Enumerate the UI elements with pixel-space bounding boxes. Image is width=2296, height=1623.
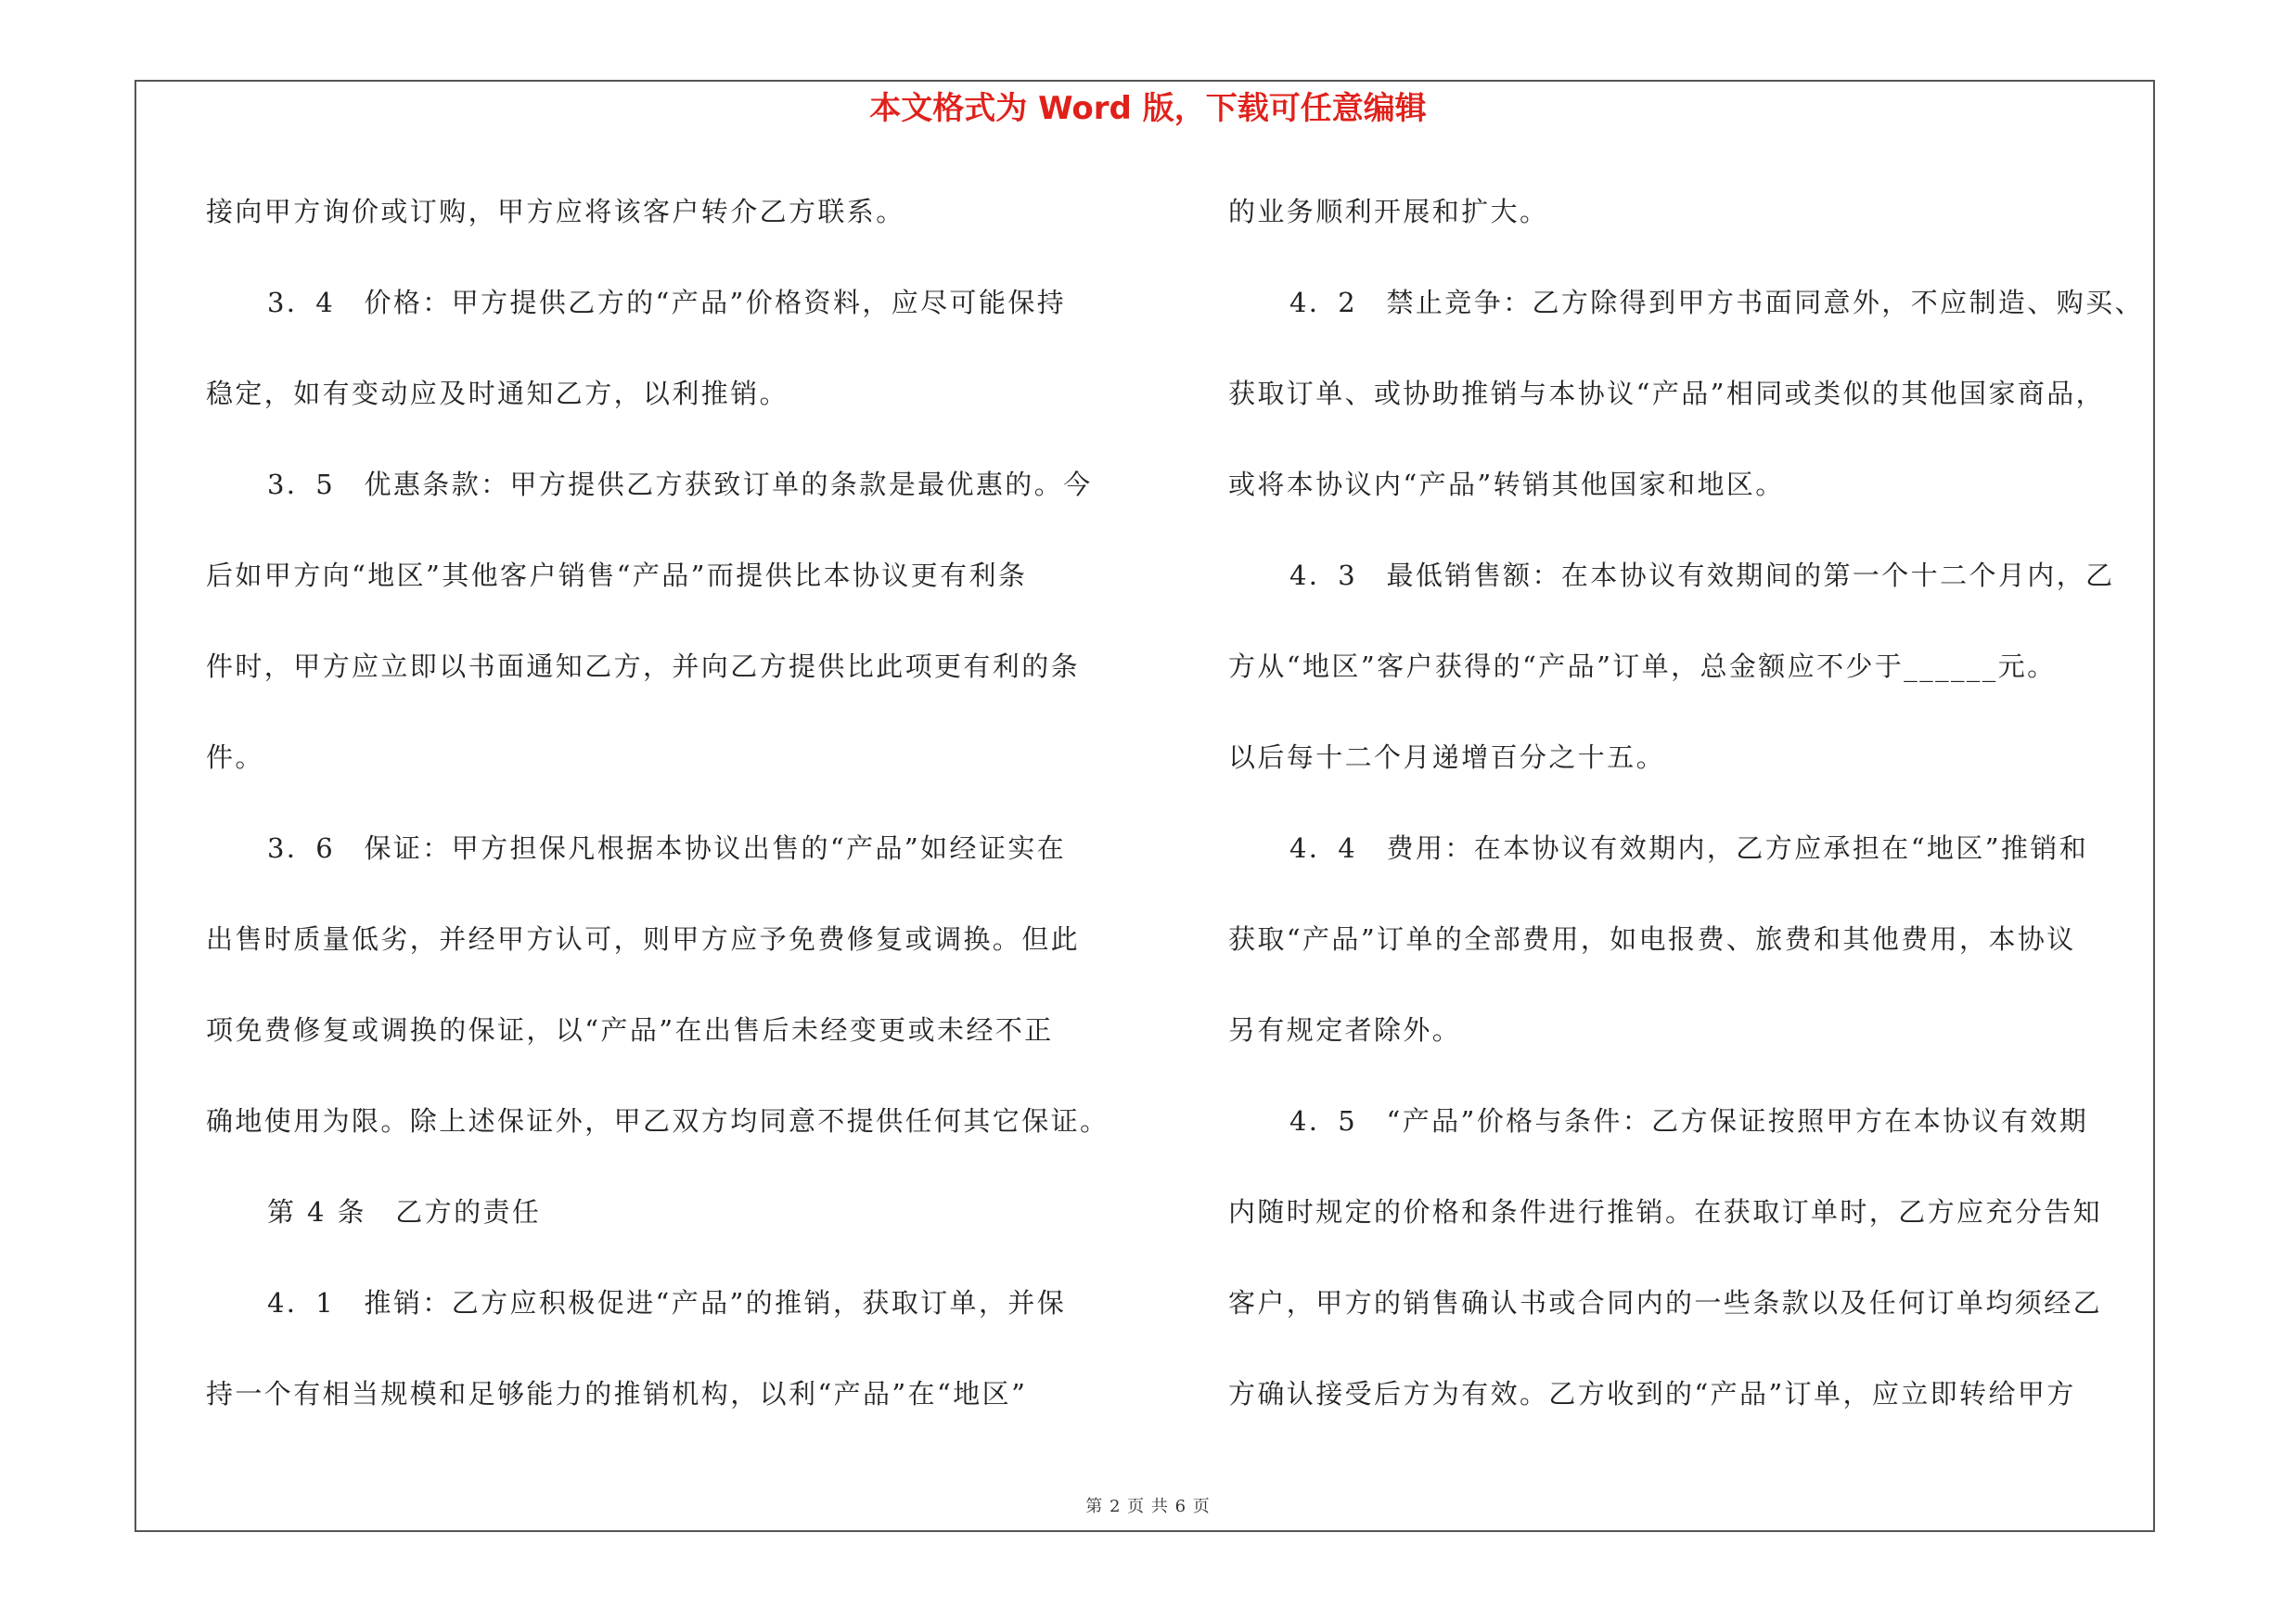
paragraph-line: 方确认接受后方为有效。乙方收到的“产品”订单，应立即转给甲方 (1228, 1378, 2076, 1410)
paragraph-line: 方从“地区”客户获得的“产品”订单，总金额应不少于______元。 (1228, 650, 2057, 682)
paragraph-line: 内随时规定的价格和条件进行推销。在获取订单时，乙方应充分告知 (1228, 1196, 2103, 1228)
paragraph-line: 或将本协议内“产品”转销其他国家和地区。 (1228, 469, 1785, 500)
paragraph-line: 另有规定者除外。 (1228, 1014, 1462, 1046)
header-banner: 本文格式为 Word 版，下载可任意编辑 (869, 90, 1427, 127)
paragraph-line: 4．3 最低销售额：在本协议有效期间的第一个十二个月内，乙 (1289, 560, 2115, 591)
paragraph-line: 件。 (206, 741, 264, 773)
paragraph-line: 3．5 优惠条款：甲方提供乙方获致订单的条款是最优惠的。今 (267, 469, 1093, 500)
paragraph-line: 4．5 “产品”价格与条件：乙方保证按照甲方在本协议有效期 (1289, 1105, 2089, 1137)
paragraph-line: 3．4 价格：甲方提供乙方的“产品”价格资料，应尽可能保持 (267, 287, 1067, 318)
paragraph-line: 持一个有相当规模和足够能力的推销机构，以利“产品”在“地区” (206, 1378, 1028, 1410)
page-number: 第 2 页 共 6 页 (1085, 1497, 1211, 1516)
paragraph-line: 客户，甲方的销售确认书或合同内的一些条款以及任何订单均须经乙 (1228, 1287, 2103, 1319)
paragraph-line: 确地使用为限。除上述保证外，甲乙双方均同意不提供任何其它保证。 (206, 1105, 1110, 1137)
paragraph-line: 4．4 费用：在本协议有效期内，乙方应承担在“地区”推销和 (1289, 832, 2089, 864)
paragraph-line: 项免费修复或调换的保证，以“产品”在出售后未经变更或未经不正 (206, 1014, 1054, 1046)
section-heading: 第 4 条 乙方的责任 (267, 1196, 542, 1228)
left-column (206, 184, 1134, 1457)
paragraph-line: 件时，甲方应立即以书面通知乙方，并向乙方提供比此项更有利的条 (206, 650, 1081, 682)
paragraph-line: 稳定，如有变动应及时通知乙方，以利推销。 (206, 378, 789, 409)
paragraph-line: 4．1 推销：乙方应积极促进“产品”的推销，获取订单，并保 (267, 1287, 1067, 1319)
paragraph-line: 出售时质量低劣，并经甲方认可，则甲方应予免费修复或调换。但此 (206, 923, 1081, 955)
paragraph-line: 3．6 保证：甲方担保凡根据本协议出售的“产品”如经证实在 (267, 832, 1067, 864)
paragraph-line: 获取“产品”订单的全部费用，如电报费、旅费和其他费用，本协议 (1228, 923, 2076, 955)
paragraph-line: 以后每十二个月递增百分之十五。 (1228, 741, 1666, 773)
paragraph-line: 4．2 禁止竞争：乙方除得到甲方书面同意外，不应制造、购买、 (1289, 287, 2144, 318)
right-column (1228, 184, 2156, 1457)
paragraph-line: 的业务顺利开展和扩大。 (1228, 196, 1549, 227)
paragraph-line: 后如甲方向“地区”其他客户销售“产品”而提供比本协议更有利条 (206, 560, 1028, 591)
paragraph-line: 获取订单、或协助推销与本协议“产品”相同或类似的其他国家商品， (1228, 378, 2106, 409)
paragraph-line: 接向甲方询价或订购，甲方应将该客户转介乙方联系。 (206, 196, 905, 227)
